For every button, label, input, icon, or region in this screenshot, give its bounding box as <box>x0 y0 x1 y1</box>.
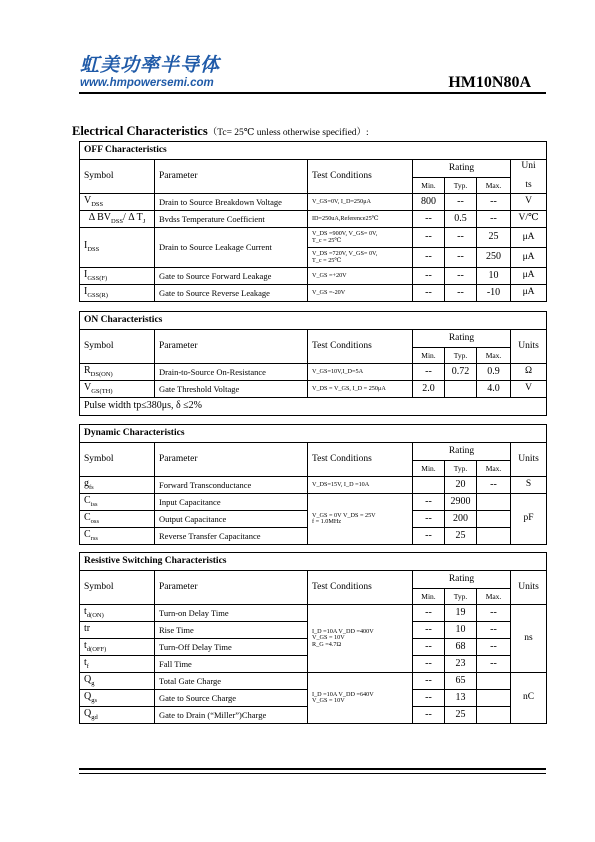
typ-cell: 200 <box>445 511 477 528</box>
max-cell <box>477 707 511 724</box>
col-symbol: Symbol <box>80 160 155 194</box>
typ-cell: 20 <box>445 477 477 494</box>
table-row <box>80 211 547 228</box>
table-row <box>80 194 547 211</box>
parameter-cell: Drain-to-Source On-Resistance <box>155 364 308 381</box>
min-cell: -- <box>413 707 445 724</box>
parameter-cell: Input Capacitance <box>155 494 308 511</box>
symbol-cell: $g_{fs}$ <box>80 477 155 494</box>
condition-cell: V_GS=10V,I_D=5A <box>308 364 413 381</box>
typ-cell: 10 <box>445 622 477 639</box>
col-min: Min. <box>413 589 445 605</box>
symbol-cell: $C_{rss}$ <box>80 528 155 545</box>
symbol-cell: $C_{oss}$ <box>80 511 155 528</box>
parameter-cell: Fall Time <box>155 656 308 673</box>
max-cell: 0.9 <box>477 364 511 381</box>
col-typ: Typ. <box>445 461 477 477</box>
parameter-cell: Output Capacitance <box>155 511 308 528</box>
max-cell: 250 <box>477 248 511 268</box>
symbol-cell: $Q_{gs}$ <box>80 690 155 707</box>
col-test-conditions: Test Conditions <box>308 160 413 194</box>
table-row <box>80 364 547 381</box>
parameter-cell: Gate to Source Charge <box>155 690 308 707</box>
col-max: Max. <box>477 178 511 194</box>
min-cell: -- <box>413 211 445 228</box>
parameter-cell: Total Gate Charge <box>155 673 308 690</box>
col-typ: Typ. <box>445 178 477 194</box>
parameter-cell: Drain to Source Breakdown Voltage <box>155 194 308 211</box>
col-min: Min. <box>413 178 445 194</box>
col-symbol: Symbol <box>80 330 155 364</box>
unit-cell: nC <box>511 673 547 724</box>
company-website[interactable]: www.hmpowersemi.com <box>80 77 214 89</box>
unit-cell: S <box>511 477 547 494</box>
min-cell <box>413 477 445 494</box>
dynamic-characteristics-table <box>79 424 547 545</box>
parameter-cell: Bvdss Temperature Coefficient <box>155 211 308 228</box>
min-cell: -- <box>413 364 445 381</box>
condition-cell: V_DS=15V, I_D =10A <box>308 477 413 494</box>
switching-characteristics-table <box>79 552 547 724</box>
parameter-cell: Gate to Source Reverse Leakage <box>155 285 308 302</box>
max-cell: -- <box>477 605 511 622</box>
max-cell: -- <box>477 211 511 228</box>
min-cell: -- <box>413 248 445 268</box>
unit-cell: V <box>511 194 547 211</box>
min-cell: -- <box>413 511 445 528</box>
col-units: Units <box>511 330 547 364</box>
symbol-cell: $I_{DSS}$ <box>80 228 155 268</box>
col-typ: Typ. <box>445 589 477 605</box>
col-test-conditions: Test Conditions <box>308 571 413 605</box>
parameter-cell: Rise Time <box>155 622 308 639</box>
parameter-cell: Turn-on Delay Time <box>155 605 308 622</box>
col-test-conditions: Test Conditions <box>308 443 413 477</box>
col-parameter: Parameter <box>155 571 308 605</box>
symbol-cell: $t_{d(OFF)}$ <box>80 639 155 656</box>
condition-cell: I_D =10A V_DD =640V V_GS = 10V <box>308 673 413 724</box>
table-row <box>80 268 547 285</box>
col-symbol: Symbol <box>80 571 155 605</box>
typ-cell: 2900 <box>445 494 477 511</box>
parameter-cell: Gate Threshold Voltage <box>155 381 308 398</box>
unit-cell: V <box>511 381 547 398</box>
typ-cell: -- <box>445 268 477 285</box>
max-cell: -- <box>477 656 511 673</box>
col-rating: Rating <box>413 330 511 348</box>
col-symbol: Symbol <box>80 443 155 477</box>
condition-cell: V_GS =-20V <box>308 285 413 302</box>
symbol-cell: tr <box>80 622 155 639</box>
min-cell: -- <box>413 228 445 248</box>
typ-cell <box>445 381 477 398</box>
unit-cell: μA <box>511 228 547 248</box>
col-max: Max. <box>477 461 511 477</box>
min-cell: 2.0 <box>413 381 445 398</box>
typ-cell: 23 <box>445 656 477 673</box>
col-test-conditions: Test Conditions <box>308 330 413 364</box>
condition-cell: ID=250uA,Reference25℃ <box>308 211 413 228</box>
max-cell: 4.0 <box>477 381 511 398</box>
footer-rule-thick <box>79 768 546 770</box>
on-characteristics-table <box>79 311 547 416</box>
typ-cell: -- <box>445 228 477 248</box>
typ-cell: 0.5 <box>445 211 477 228</box>
unit-cell: ns <box>511 605 547 673</box>
typ-cell: 25 <box>445 528 477 545</box>
unit-cell: μA <box>511 248 547 268</box>
symbol-cell: $V_{DSS}$ <box>80 194 155 211</box>
symbol-cell: $t_f$ <box>80 656 155 673</box>
condition-cell: V_DS =720V, V_GS= 0V, T_c = 25℃ <box>308 248 413 268</box>
min-cell: -- <box>413 690 445 707</box>
table-row <box>80 381 547 398</box>
min-cell: -- <box>413 673 445 690</box>
typ-cell: 13 <box>445 690 477 707</box>
typ-cell: -- <box>445 285 477 302</box>
col-max: Max. <box>477 589 511 605</box>
col-units: Units <box>511 571 547 605</box>
table-row <box>80 673 547 690</box>
col-rating: Rating <box>413 571 511 589</box>
part-number: HM10N80A <box>448 74 531 91</box>
off-characteristics-table <box>79 141 547 302</box>
unit-cell: Ω <box>511 364 547 381</box>
max-cell: 10 <box>477 268 511 285</box>
max-cell <box>477 673 511 690</box>
col-units: Units <box>511 443 547 477</box>
max-cell <box>477 690 511 707</box>
table-row <box>80 477 547 494</box>
parameter-cell: Forward Transconductance <box>155 477 308 494</box>
col-rating: Rating <box>413 443 511 461</box>
min-cell: -- <box>413 639 445 656</box>
typ-cell: 19 <box>445 605 477 622</box>
typ-cell: -- <box>445 194 477 211</box>
typ-cell: 25 <box>445 707 477 724</box>
typ-cell: 68 <box>445 639 477 656</box>
condition-cell: V_DS = V_GS, I_D = 250μA <box>308 381 413 398</box>
condition-cell: V_DS =900V, V_GS= 0V, T_c = 25℃ <box>308 228 413 248</box>
off-title: OFF Characteristics <box>80 142 547 160</box>
min-cell: -- <box>413 268 445 285</box>
symbol-cell: $I_{GSS(F)}$ <box>80 268 155 285</box>
symbol-cell: $R_{DS(ON)}$ <box>80 364 155 381</box>
condition-cell: V_GS =+20V <box>308 268 413 285</box>
parameter-cell: Reverse Transfer Capacitance <box>155 528 308 545</box>
col-typ: Typ. <box>445 348 477 364</box>
unit-cell: V/℃ <box>511 211 547 228</box>
dynamic-title: Dynamic Characteristics <box>80 425 547 443</box>
col-parameter: Parameter <box>155 330 308 364</box>
section-title-text: Electrical Characteristics <box>72 124 208 138</box>
header-rule <box>79 92 546 94</box>
typ-cell: 0.72 <box>445 364 477 381</box>
max-cell: -- <box>477 639 511 656</box>
typ-cell: -- <box>445 248 477 268</box>
company-name-cn: 虹美功率半导体 <box>80 54 221 76</box>
symbol-cell: $Q_{gd}$ <box>80 707 155 724</box>
parameter-cell: Gate to Drain (“Miller”)Charge <box>155 707 308 724</box>
col-min: Min. <box>413 461 445 477</box>
symbol-cell: $Q_g$ <box>80 673 155 690</box>
min-cell: -- <box>413 528 445 545</box>
section-title <box>72 124 369 139</box>
on-title: ON Characteristics <box>80 312 547 330</box>
unit-cell: pF <box>511 494 547 545</box>
symbol-cell: Δ $BV_{DSS}/$ Δ $T_J$ <box>80 211 155 228</box>
condition-cell: I_D =10A V_DD =400V V_GS = 10V R_G =4.7Ω <box>308 605 413 673</box>
symbol-cell: $C_{iss}$ <box>80 494 155 511</box>
symbol-cell: $I_{GSS(R)}$ <box>80 285 155 302</box>
max-cell: -- <box>477 622 511 639</box>
max-cell <box>477 528 511 545</box>
footer-rule-thin <box>79 773 546 774</box>
min-cell: 800 <box>413 194 445 211</box>
company-logo <box>80 54 220 90</box>
col-max: Max. <box>477 348 511 364</box>
max-cell: -10 <box>477 285 511 302</box>
typ-cell: 65 <box>445 673 477 690</box>
col-rating: Rating <box>413 160 511 178</box>
max-cell <box>477 511 511 528</box>
table-row <box>80 285 547 302</box>
parameter-cell: Gate to Source Forward Leakage <box>155 268 308 285</box>
col-parameter: Parameter <box>155 443 308 477</box>
pulse-width-note: Pulse width tp≤380μs, δ ≤2% <box>80 398 547 416</box>
symbol-cell: $V_{GS(TH)}$ <box>80 381 155 398</box>
min-cell: -- <box>413 285 445 302</box>
condition-cell: V_GS = 0V V_DS = 25V f = 1.0MHz <box>308 494 413 545</box>
switching-title: Resistive Switching Characteristics <box>80 553 547 571</box>
col-parameter: Parameter <box>155 160 308 194</box>
parameter-cell: Drain to Source Leakage Current <box>155 228 308 268</box>
col-min: Min. <box>413 348 445 364</box>
table-row <box>80 494 547 511</box>
unit-cell: μA <box>511 285 547 302</box>
max-cell: -- <box>477 194 511 211</box>
table-row <box>80 605 547 622</box>
min-cell: -- <box>413 494 445 511</box>
unit-cell: μA <box>511 268 547 285</box>
min-cell: -- <box>413 622 445 639</box>
max-cell <box>477 494 511 511</box>
min-cell: -- <box>413 656 445 673</box>
max-cell: -- <box>477 477 511 494</box>
condition-cell: V_GS=0V, I_D=250μA <box>308 194 413 211</box>
symbol-cell: $t_{d(ON)}$ <box>80 605 155 622</box>
parameter-cell: Turn-Off Delay Time <box>155 639 308 656</box>
min-cell: -- <box>413 605 445 622</box>
table-row <box>80 228 547 248</box>
col-units: Uni ts <box>511 160 547 194</box>
section-condition: （Tc= 25℃ unless otherwise specified）: <box>207 128 369 138</box>
max-cell: 25 <box>477 228 511 248</box>
